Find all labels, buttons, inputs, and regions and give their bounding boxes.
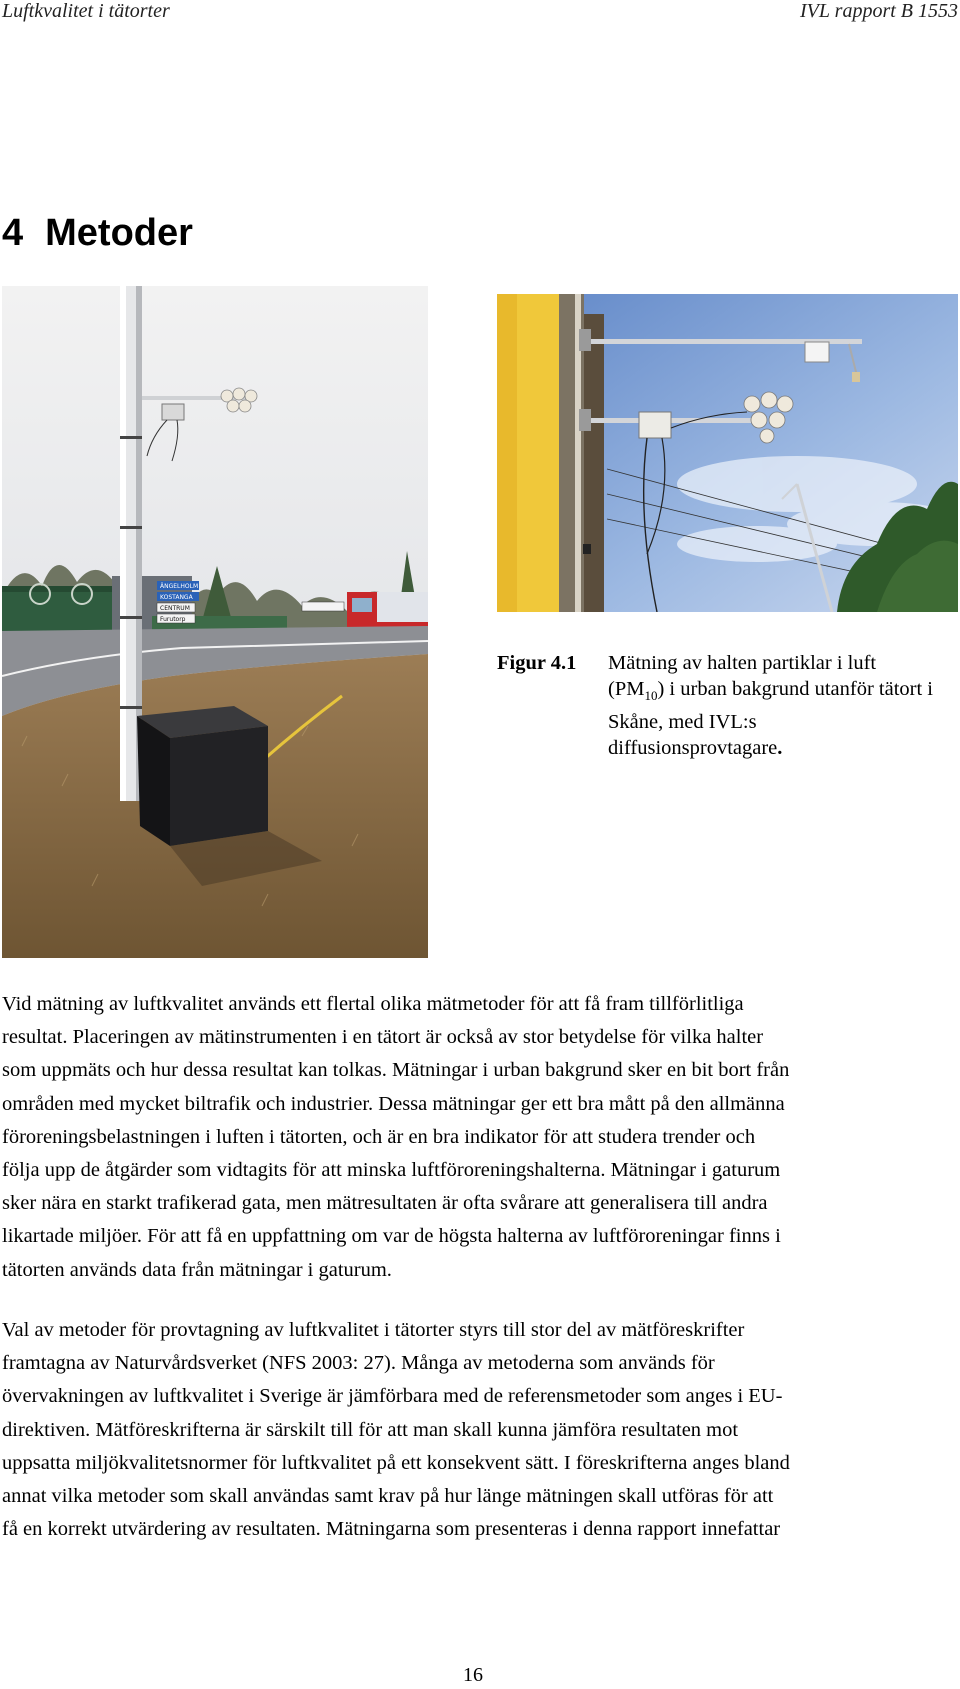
caption-line-rest: i urban bakgrund utanför tätort i [669, 678, 933, 700]
sign-text-1: ÄNGELHOLM [160, 583, 199, 590]
paragraph-line: få en korrekt utvärdering av resultaten. Mätningarna som presenteras i denna rapport innefattar [2, 1518, 781, 1541]
figure-label: Figur 4.1 [497, 652, 577, 674]
caption-pm: PM [614, 678, 645, 700]
caption-pm-subscript: 10 [644, 688, 658, 704]
paragraph-line: områden med mycket biltrafik och industrier. Dessa mätningar ger ett bra mått på den allmänna [2, 1092, 785, 1115]
header-report-number: IVL rapport B 1553 [800, 0, 958, 22]
paragraph-line: resultat. Placeringen av mätinstrumenten i en tätort är också av stor betydelse för vilka halter [2, 1026, 764, 1049]
caption-line: Skåne, med IVL:s [608, 711, 757, 734]
header-report-title: Luftkvalitet i tätorter [2, 0, 170, 22]
figure-caption-text [608, 650, 960, 761]
sign-text-4: Furutorp [160, 616, 186, 623]
body-paragraph-2 [2, 1314, 958, 1546]
body-paragraph-1 [2, 988, 958, 1287]
photo-measurement-pole-illustration [2, 286, 428, 958]
paragraph-line: likartade miljöer. För att få en uppfattning om var de högsta halterna av luftföroreningar finns i [2, 1225, 781, 1248]
caption-line-last: diffusionsprovtagare [608, 737, 778, 760]
caption-line: Mätning av halten partiklar i luft [608, 652, 877, 674]
photo-wall-mounted-samplers [497, 294, 958, 612]
paragraph-line: framtagna av Naturvårdsverket (NFS 2003: 27). Många av metoderna som används för [2, 1352, 715, 1375]
paragraph-line: föroreningsbelastningen i luften i tätorten, och är en bra indikator för att studera trender och [2, 1125, 756, 1148]
sign-text-3: CENTRUM [160, 605, 190, 612]
sign-text-2: KOSTANGA [160, 594, 193, 601]
paragraph-line: Val av metoder för provtagning av luftkvalitet i tätorter styrs till stor del av mätföreskrifter [2, 1319, 745, 1341]
paragraph-line: direktiven. Mätföreskrifterna är särskilt till för att man skall kunna jämföra resultaten mot [2, 1418, 739, 1441]
paragraph-line: övervakningen av luftkvalitet i Sverige är jämförbara med de referensmetoder som anges i EU- [2, 1385, 783, 1408]
paragraph-line: Vid mätning av luftkvalitet används ett flertal olika mätmetoder för att få fram tillförlitliga [2, 993, 744, 1015]
caption-line [608, 735, 960, 761]
photo-wall-samplers-illustration [497, 294, 958, 612]
chapter-title: Metoder [45, 212, 193, 254]
page-header [0, 0, 960, 28]
paragraph-line: tätorten används data från mätningar i gaturum. [2, 1258, 392, 1281]
paragraph-line: följa upp de åtgärder som vidtagits för att minska luftföroreningshalterna. Mätningar i gaturum [2, 1158, 781, 1181]
caption-period: . [777, 737, 783, 760]
paragraph-line: sker nära en starkt trafikerad gata, men mätresultaten är ofta svårare att generalisera till andra [2, 1192, 768, 1215]
paragraph-line: annat vilka metoder som skall användas samt krav på hur länge mätningen skall utföras för att [2, 1484, 774, 1507]
paragraph-line: uppsatta miljökvalitetsnormer för luftkvalitet på ett konsekvent sätt. I föreskrifterna anges bland [2, 1451, 790, 1474]
page-number: 16 [463, 1664, 483, 1686]
chapter-heading [2, 212, 193, 255]
chapter-number: 4 [2, 212, 24, 254]
photo-measurement-pole [2, 286, 428, 958]
caption-line: $(PM_{10})$ i urban bakgrund utanför tätort i [608, 678, 933, 704]
paragraph-line: som uppmäts och hur dessa resultat kan tolkas. Mätningar i urban bakgrund sker en bit bort från [2, 1059, 790, 1082]
